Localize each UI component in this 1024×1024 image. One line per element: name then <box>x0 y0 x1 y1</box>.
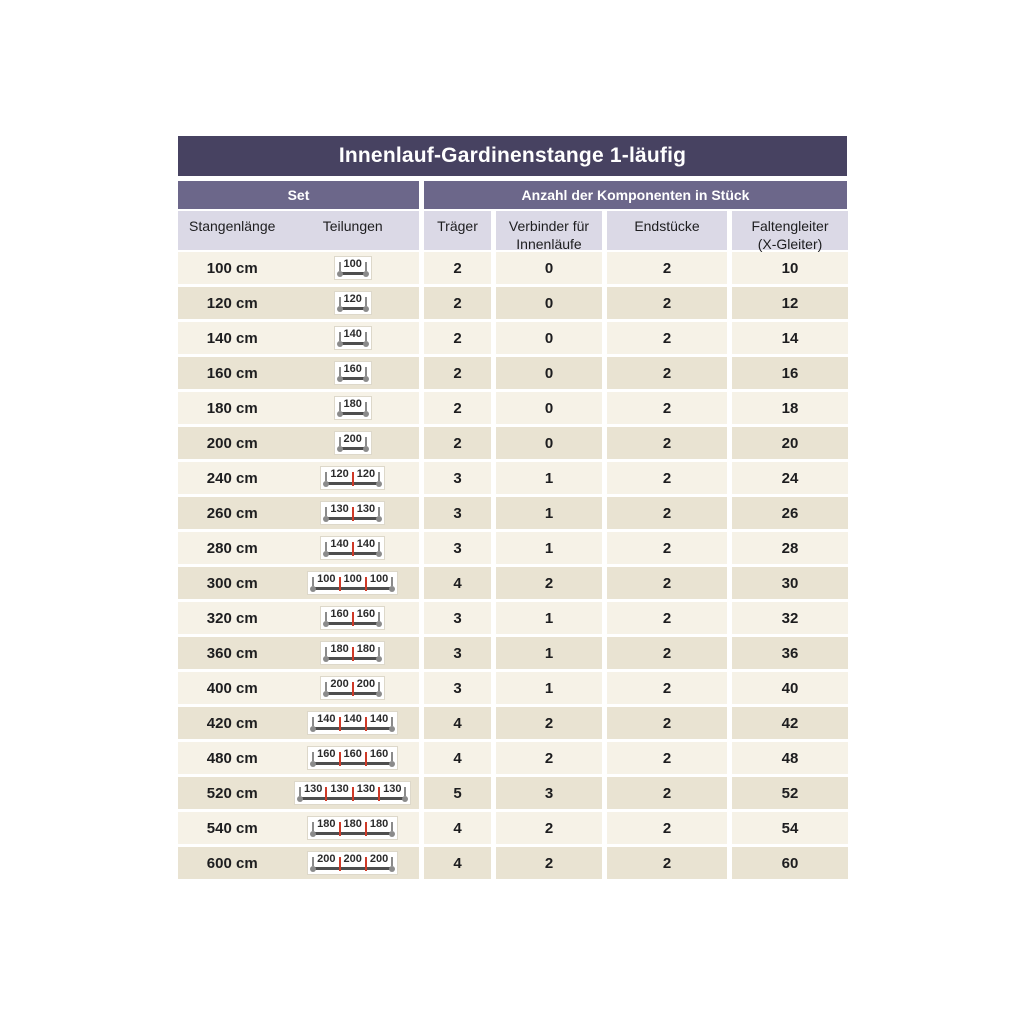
table-body <box>178 252 847 879</box>
endstuecke-count: 2 <box>607 462 727 494</box>
verbinder-count: 1 <box>496 497 602 529</box>
table-row <box>178 532 847 564</box>
set-cell <box>178 812 419 844</box>
endstuecke-count: 2 <box>607 497 727 529</box>
segment-length-label: 200 <box>356 678 376 690</box>
segment-length-label: 140 <box>356 538 376 550</box>
segment-length-label: 130 <box>304 783 323 795</box>
faltengleiter-count: 36 <box>732 637 848 669</box>
faltengleiter-count: 40 <box>732 672 848 704</box>
endstuecke-count: 2 <box>607 672 727 704</box>
segment-length-label: 100 <box>317 573 336 585</box>
traeger-count: 2 <box>424 392 491 424</box>
segment-length-label: 130 <box>356 783 376 795</box>
rod-line <box>339 272 367 275</box>
rod-division-diagram <box>334 326 372 350</box>
rod-end-tick-icon <box>378 542 380 551</box>
rod-end-tick-icon <box>404 787 406 796</box>
verbinder-count: 1 <box>496 672 602 704</box>
rod-length-value: 400 cm <box>206 679 258 697</box>
verbinder-count: 0 <box>496 322 602 354</box>
set-cell <box>178 392 419 424</box>
table-row <box>178 602 847 634</box>
faltengleiter-count: 48 <box>732 742 848 774</box>
rod-end-tick-icon <box>378 647 380 656</box>
traeger-count: 5 <box>424 777 491 809</box>
verbinder-count: 1 <box>496 637 602 669</box>
verbinder-count: 0 <box>496 392 602 424</box>
rod-end-tick-icon <box>365 437 367 446</box>
rod-end-tick-icon <box>365 297 367 306</box>
rod-length-value: 320 cm <box>206 609 258 627</box>
endstuecke-count: 2 <box>607 532 727 564</box>
segment-length-label: 100 <box>343 573 362 585</box>
verbinder-count: 2 <box>496 707 602 739</box>
rod-end-tick-icon <box>391 822 393 831</box>
table-row <box>178 777 847 809</box>
column-header-teilungen: Teilungen <box>322 218 383 234</box>
rod-diagram-wrap <box>286 536 419 560</box>
traeger-count: 3 <box>424 462 491 494</box>
rod-segment-labels <box>339 294 367 307</box>
faltengleiter-count: 30 <box>732 567 848 599</box>
traeger-count: 3 <box>424 672 491 704</box>
rod-segment-labels <box>325 539 380 552</box>
verbinder-count: 0 <box>496 357 602 389</box>
traeger-count: 3 <box>424 497 491 529</box>
traeger-count: 4 <box>424 847 491 879</box>
segment-length-label: 120 <box>330 468 349 480</box>
set-cell <box>178 602 419 634</box>
rod-division-diagram <box>294 781 411 805</box>
rod-diagram-wrap <box>286 466 419 490</box>
segment-length-label: 140 <box>317 713 336 725</box>
segment-length-label: 140 <box>343 328 362 340</box>
segment-length-label: 160 <box>356 608 376 620</box>
rod-length-value: 160 cm <box>206 364 258 382</box>
rod-diagram-wrap <box>286 746 419 770</box>
rod-diagram-wrap <box>286 361 419 385</box>
rod-division-diagram <box>320 536 385 560</box>
rod-end-tick-icon <box>378 472 380 481</box>
segment-length-label: 200 <box>343 433 362 445</box>
faltengleiter-count: 14 <box>732 322 848 354</box>
traeger-count: 4 <box>424 707 491 739</box>
segment-length-label: 200 <box>369 853 389 865</box>
rod-length-value: 480 cm <box>206 749 258 767</box>
traeger-count: 2 <box>424 287 491 319</box>
set-cell <box>178 777 419 809</box>
rod-segment-labels <box>339 364 367 377</box>
segment-length-label: 160 <box>343 748 362 760</box>
endstuecke-count: 2 <box>607 637 727 669</box>
rod-length-value: 200 cm <box>206 434 258 452</box>
rod-length-value: 100 cm <box>206 259 258 277</box>
rod-division-diagram <box>307 816 398 840</box>
rod-end-tick-icon <box>391 857 393 866</box>
table-row <box>178 287 847 319</box>
component-spec-table <box>178 136 847 879</box>
endstuecke-count: 2 <box>607 847 727 879</box>
traeger-count: 4 <box>424 742 491 774</box>
segment-length-label: 160 <box>330 608 349 620</box>
rod-division-diagram <box>320 466 385 490</box>
rod-division-diagram <box>320 606 385 630</box>
segment-length-label: 120 <box>356 468 376 480</box>
rod-end-tick-icon <box>378 507 380 516</box>
rod-line <box>312 867 393 870</box>
table-row <box>178 427 847 459</box>
table-row <box>178 742 847 774</box>
rod-diagram-wrap <box>286 571 419 595</box>
rod-division-diagram <box>334 431 372 455</box>
column-header-endstuecke: Endstücke <box>607 211 727 250</box>
rod-line <box>312 762 393 765</box>
table-row <box>178 707 847 739</box>
column-header-stangenlaenge: Stangenlänge <box>189 218 276 234</box>
segment-length-label: 180 <box>343 398 362 410</box>
set-cell <box>178 322 419 354</box>
segment-length-label: 160 <box>369 748 389 760</box>
rod-line <box>339 447 367 450</box>
rod-length-value: 240 cm <box>206 469 258 487</box>
traeger-count: 2 <box>424 252 491 284</box>
endstuecke-count: 2 <box>607 812 727 844</box>
rod-division-diagram <box>320 641 385 665</box>
column-header-verbinder-line2: Innenläufe <box>516 236 582 253</box>
rod-segment-labels <box>312 714 393 727</box>
set-cell <box>178 742 419 774</box>
table-row <box>178 322 847 354</box>
segment-length-label: 180 <box>343 818 362 830</box>
segment-length-label: 200 <box>343 853 362 865</box>
table-row <box>178 567 847 599</box>
endstuecke-count: 2 <box>607 287 727 319</box>
verbinder-count: 2 <box>496 742 602 774</box>
segment-length-label: 200 <box>330 678 349 690</box>
traeger-count: 3 <box>424 637 491 669</box>
rod-line <box>312 727 393 730</box>
verbinder-count: 1 <box>496 462 602 494</box>
rod-division-diagram <box>320 676 385 700</box>
segment-length-label: 140 <box>343 713 362 725</box>
rod-diagram-wrap <box>286 641 419 665</box>
segment-length-label: 130 <box>330 783 349 795</box>
endstuecke-count: 2 <box>607 707 727 739</box>
traeger-count: 2 <box>424 357 491 389</box>
rod-segment-labels <box>312 819 393 832</box>
rod-length-value: 300 cm <box>206 574 258 592</box>
verbinder-count: 2 <box>496 847 602 879</box>
group-header-components: Anzahl der Komponenten in Stück <box>424 181 847 209</box>
column-header-verbinder-line1: Verbinder für <box>508 218 590 234</box>
table-row <box>178 637 847 669</box>
rod-end-tick-icon <box>391 752 393 761</box>
traeger-count: 3 <box>424 532 491 564</box>
rod-diagram-wrap <box>286 501 419 525</box>
segment-length-label: 140 <box>330 538 349 550</box>
segment-length-label: 180 <box>330 643 349 655</box>
table-title: Innenlauf-Gardinenstange 1-läufig <box>178 136 847 176</box>
verbinder-count: 0 <box>496 427 602 459</box>
set-cell <box>178 497 419 529</box>
column-header-faltengleiter-line2: (X-Gleiter) <box>757 236 823 253</box>
segment-length-label: 100 <box>369 573 389 585</box>
set-cell <box>178 532 419 564</box>
rod-segment-labels <box>325 469 380 482</box>
traeger-count: 4 <box>424 812 491 844</box>
segment-length-label: 140 <box>369 713 389 725</box>
rod-division-diagram <box>307 711 398 735</box>
rod-end-tick-icon <box>365 367 367 376</box>
rod-length-value: 140 cm <box>206 329 258 347</box>
endstuecke-count: 2 <box>607 742 727 774</box>
verbinder-count: 0 <box>496 252 602 284</box>
traeger-count: 2 <box>424 427 491 459</box>
rod-division-diagram <box>307 851 398 875</box>
rod-segment-labels <box>339 259 367 272</box>
table-row <box>178 672 847 704</box>
verbinder-count: 2 <box>496 567 602 599</box>
rod-length-value: 120 cm <box>206 294 258 312</box>
endstuecke-count: 2 <box>607 357 727 389</box>
group-header-row <box>178 181 847 209</box>
segment-length-label: 200 <box>317 853 336 865</box>
endstuecke-count: 2 <box>607 567 727 599</box>
verbinder-count: 1 <box>496 532 602 564</box>
endstuecke-count: 2 <box>607 777 727 809</box>
column-header-verbinder <box>496 211 602 253</box>
rod-line <box>339 342 367 345</box>
rod-length-value: 280 cm <box>206 539 258 557</box>
rod-line <box>312 587 393 590</box>
rod-division-diagram <box>334 256 372 280</box>
column-header-faltengleiter-line1: Faltengleiter <box>751 218 829 234</box>
rod-length-value: 420 cm <box>206 714 258 732</box>
rod-line <box>312 832 393 835</box>
faltengleiter-count: 42 <box>732 707 848 739</box>
segment-length-label: 120 <box>343 293 362 305</box>
rod-segment-labels <box>339 329 367 342</box>
rod-length-value: 360 cm <box>206 644 258 662</box>
rod-division-diagram <box>334 291 372 315</box>
faltengleiter-count: 60 <box>732 847 848 879</box>
rod-length-value: 260 cm <box>206 504 258 522</box>
column-header-faltengleiter <box>732 211 848 253</box>
rod-segment-labels <box>339 399 367 412</box>
rod-diagram-wrap <box>286 711 419 735</box>
rod-segment-labels <box>339 434 367 447</box>
faltengleiter-count: 18 <box>732 392 848 424</box>
verbinder-count: 1 <box>496 602 602 634</box>
rod-segment-labels <box>312 854 393 867</box>
rod-end-tick-icon <box>365 332 367 341</box>
rod-diagram-wrap <box>286 781 419 805</box>
faltengleiter-count: 24 <box>732 462 848 494</box>
rod-end-tick-icon <box>365 402 367 411</box>
rod-segment-labels <box>325 644 380 657</box>
table-row <box>178 252 847 284</box>
verbinder-count: 2 <box>496 812 602 844</box>
rod-division-diagram <box>334 396 372 420</box>
endstuecke-count: 2 <box>607 427 727 459</box>
rod-division-diagram <box>334 361 372 385</box>
endstuecke-count: 2 <box>607 252 727 284</box>
verbinder-count: 3 <box>496 777 602 809</box>
verbinder-count: 0 <box>496 287 602 319</box>
faltengleiter-count: 26 <box>732 497 848 529</box>
set-cell <box>178 462 419 494</box>
traeger-count: 3 <box>424 602 491 634</box>
table-row <box>178 847 847 879</box>
rod-end-tick-icon <box>365 262 367 271</box>
set-cell <box>178 707 419 739</box>
rod-diagram-wrap <box>286 396 419 420</box>
faltengleiter-count: 20 <box>732 427 848 459</box>
set-cell <box>178 357 419 389</box>
set-cell <box>178 427 419 459</box>
set-cell <box>178 252 419 284</box>
rod-division-diagram <box>307 571 398 595</box>
set-cell <box>178 567 419 599</box>
faltengleiter-count: 54 <box>732 812 848 844</box>
rod-segment-labels <box>325 609 380 622</box>
segment-length-label: 180 <box>356 643 376 655</box>
rod-division-diagram <box>307 746 398 770</box>
rod-diagram-wrap <box>286 606 419 630</box>
rod-end-tick-icon <box>391 577 393 586</box>
segment-length-label: 130 <box>330 503 349 515</box>
set-cell <box>178 672 419 704</box>
segment-length-label: 100 <box>343 258 362 270</box>
column-header-row <box>178 211 847 253</box>
set-cell <box>178 637 419 669</box>
rod-segment-labels <box>325 504 380 517</box>
faltengleiter-count: 16 <box>732 357 848 389</box>
table-row <box>178 497 847 529</box>
segment-length-label: 130 <box>383 783 402 795</box>
set-cell <box>178 287 419 319</box>
rod-diagram-wrap <box>286 256 419 280</box>
rod-diagram-wrap <box>286 431 419 455</box>
endstuecke-count: 2 <box>607 322 727 354</box>
rod-end-tick-icon <box>378 682 380 691</box>
traeger-count: 2 <box>424 322 491 354</box>
rod-diagram-wrap <box>286 676 419 700</box>
endstuecke-count: 2 <box>607 602 727 634</box>
rod-diagram-wrap <box>286 851 419 875</box>
segment-length-label: 180 <box>317 818 336 830</box>
rod-line <box>339 307 367 310</box>
set-cell <box>178 847 419 879</box>
table-row <box>178 392 847 424</box>
rod-length-value: 520 cm <box>206 784 258 802</box>
rod-segment-labels <box>325 679 380 692</box>
rod-line <box>339 412 367 415</box>
table-row <box>178 462 847 494</box>
rod-line <box>339 377 367 380</box>
rod-diagram-wrap <box>286 291 419 315</box>
column-header-set-block <box>178 211 419 250</box>
segment-length-label: 160 <box>317 748 336 760</box>
faltengleiter-count: 12 <box>732 287 848 319</box>
segment-length-label: 160 <box>343 363 362 375</box>
rod-diagram-wrap <box>286 816 419 840</box>
rod-length-value: 600 cm <box>206 854 258 872</box>
segment-length-label: 180 <box>369 818 389 830</box>
faltengleiter-count: 52 <box>732 777 848 809</box>
endstuecke-count: 2 <box>607 392 727 424</box>
rod-segment-labels <box>299 784 406 797</box>
traeger-count: 4 <box>424 567 491 599</box>
rod-segment-labels <box>312 574 393 587</box>
rod-diagram-wrap <box>286 326 419 350</box>
faltengleiter-count: 32 <box>732 602 848 634</box>
faltengleiter-count: 10 <box>732 252 848 284</box>
rod-segment-labels <box>312 749 393 762</box>
faltengleiter-count: 28 <box>732 532 848 564</box>
table-row <box>178 812 847 844</box>
rod-end-tick-icon <box>391 717 393 726</box>
rod-length-value: 540 cm <box>206 819 258 837</box>
rod-end-tick-icon <box>378 612 380 621</box>
group-header-set: Set <box>178 181 419 209</box>
segment-length-label: 130 <box>356 503 376 515</box>
rod-length-value: 180 cm <box>206 399 258 417</box>
table-row <box>178 357 847 389</box>
column-header-traeger: Träger <box>424 211 491 250</box>
rod-division-diagram <box>320 501 385 525</box>
